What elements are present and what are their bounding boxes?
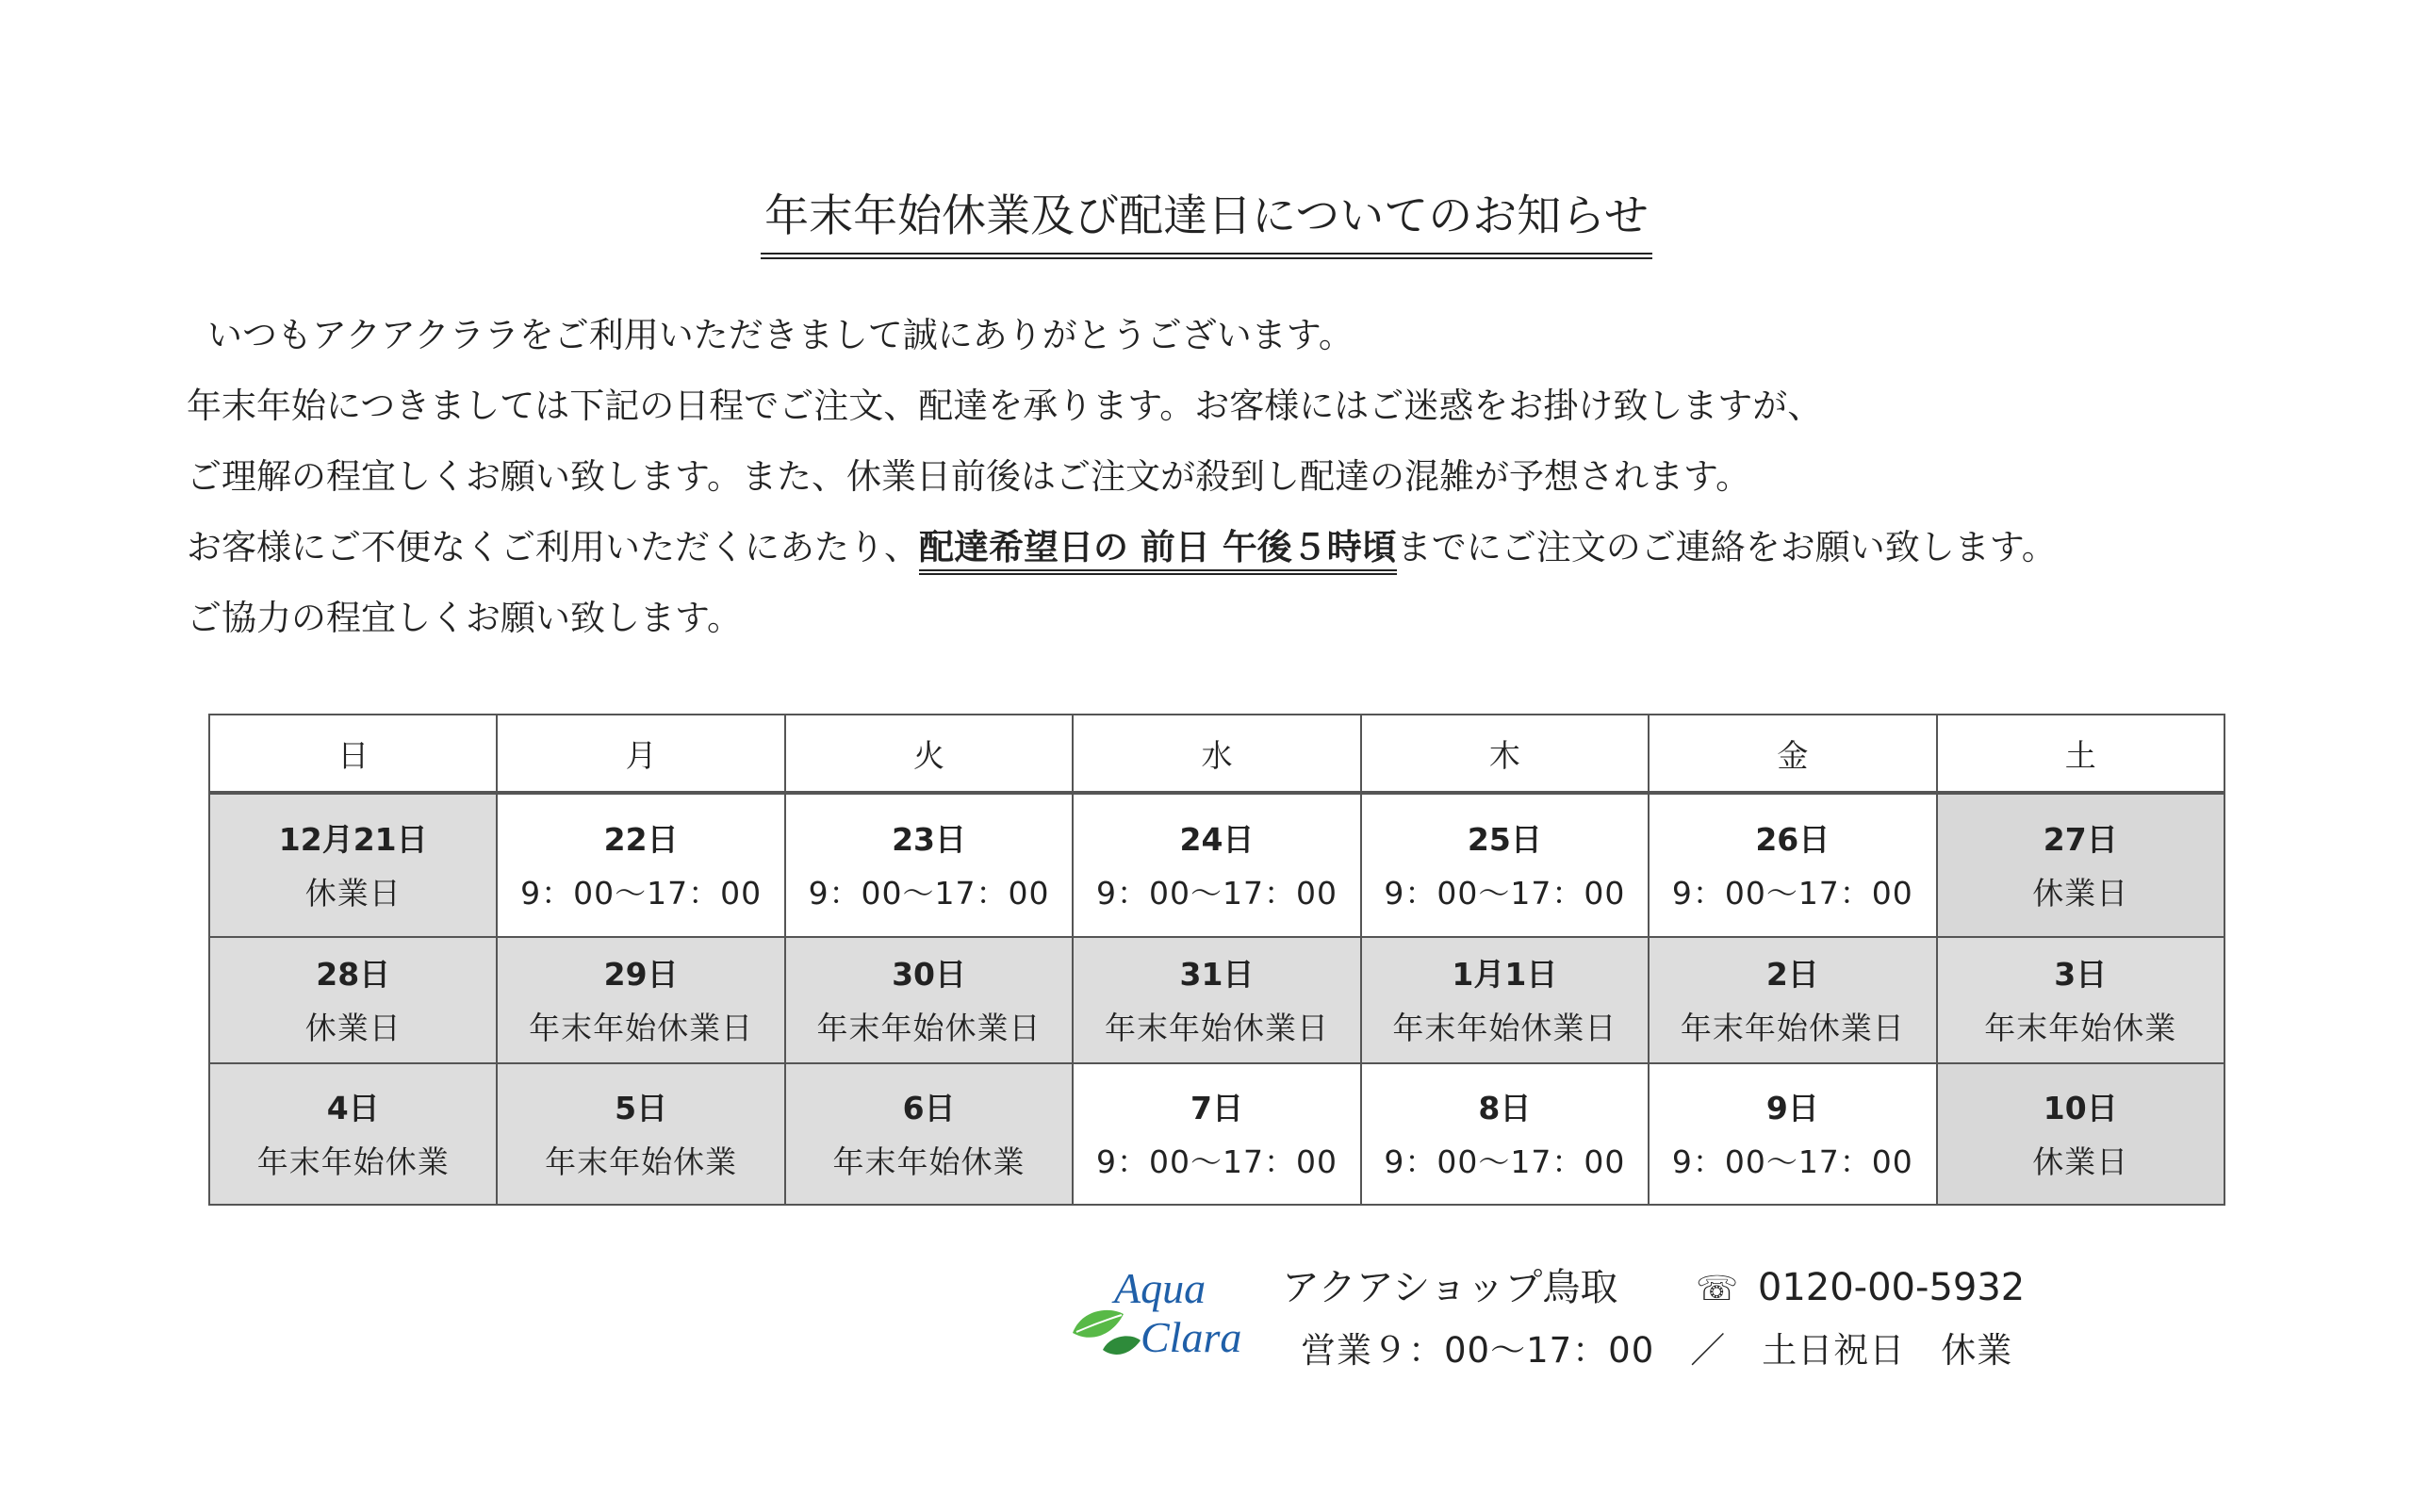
holiday-calendar-table: [208, 714, 2225, 1206]
logo-text-clara: Clara: [1141, 1313, 1242, 1361]
day-date: 3日: [2054, 956, 2108, 993]
day-date: 8日: [1478, 1090, 1532, 1126]
calendar-day-cell: [1937, 1063, 2224, 1205]
day-status: 9：00～17：00: [520, 875, 763, 912]
day-date: 25日: [1467, 821, 1542, 858]
calendar-day-cell: [785, 793, 1073, 937]
weekday-header-row: [209, 715, 2224, 793]
day-status: 9：00～17：00: [1384, 875, 1626, 912]
day-date: 28日: [316, 956, 391, 993]
day-status: 休業日: [2032, 875, 2129, 912]
calendar-day-cell: [1937, 937, 2224, 1063]
logo-text-aqua: Aqua: [1114, 1264, 1206, 1312]
calendar-day-cell: [785, 937, 1073, 1063]
logo-leaf-small: [1103, 1336, 1141, 1355]
day-date: 4日: [326, 1090, 380, 1126]
intro-line-3: ご理解の程宜しくお願い致します。また、休業日前後はご注文が殺到し配達の混雑が予想されます。: [187, 456, 1751, 497]
day-status: 休業日: [304, 875, 402, 912]
day-date: 24日: [1179, 821, 1255, 858]
day-status: 年末年始休業日: [529, 1010, 754, 1046]
calendar-day-cell: [1649, 937, 1936, 1063]
day-date: 10日: [2043, 1090, 2118, 1126]
business-hours: 営業９：00～17：00 ／ 土日祝日 休業: [1301, 1330, 2013, 1371]
phone-number: 0120-00-5932: [1757, 1266, 2026, 1309]
day-date: 1月1日: [1452, 956, 1558, 993]
day-date: 27日: [2043, 821, 2118, 858]
day-date: 23日: [892, 821, 967, 858]
day-date: 2日: [1765, 956, 1819, 993]
calendar-day-cell: [497, 793, 784, 937]
day-status: 9：00～17：00: [1095, 875, 1338, 912]
day-status: 年末年始休業: [832, 1143, 1026, 1180]
calendar-day-cell: [497, 937, 784, 1063]
day-status: 年末年始休業日: [1680, 1010, 1905, 1046]
day-status: 年末年始休業: [1984, 1010, 2177, 1046]
weekday-header: 日: [209, 715, 497, 793]
calendar-week-row: [209, 1063, 2224, 1205]
calendar-day-cell: [209, 793, 497, 937]
day-date: 22日: [603, 821, 679, 858]
phone-icon: ☏: [1696, 1270, 1739, 1308]
day-date: 12月21日: [278, 821, 428, 858]
intro-line-5: ご協力の程宜しくお願い致します。: [187, 598, 743, 638]
shop-contact-line: [1282, 1263, 2025, 1314]
day-status: 年末年始休業: [256, 1143, 450, 1180]
shop-footer: [1065, 1254, 2196, 1376]
calendar-day-cell: [1073, 793, 1360, 937]
intro-line-4-after: までにご注文のご連絡をお願い致します。: [1396, 527, 2057, 567]
calendar-day-cell: [1649, 793, 1936, 937]
day-status: 年末年始休業日: [1392, 1010, 1617, 1046]
weekday-header: 水: [1073, 715, 1360, 793]
day-status: 休業日: [2032, 1143, 2129, 1180]
intro-line-1: いつもアクアクララをご利用いただきまして誠にありがとうございます。: [207, 315, 1354, 355]
notice-title: [0, 189, 2413, 259]
shop-name: アクアショップ鳥取: [1282, 1266, 1618, 1309]
day-status: 年末年始休業: [545, 1143, 738, 1180]
weekday-header: 木: [1361, 715, 1649, 793]
day-status: 年末年始休業日: [1104, 1010, 1329, 1046]
intro-line-4-before: お客様にご不便なくご利用いただくにあたり、: [187, 527, 919, 567]
calendar-week-row: [209, 937, 2224, 1063]
day-date: 5日: [615, 1090, 668, 1126]
aqua-clara-logo: [1065, 1259, 1254, 1372]
day-date: 6日: [902, 1090, 956, 1126]
day-date: 30日: [892, 956, 967, 993]
day-date: 29日: [603, 956, 679, 993]
calendar-day-cell: [1073, 937, 1360, 1063]
calendar-day-cell: [1073, 1063, 1360, 1205]
weekday-header: 月: [497, 715, 784, 793]
intro-paragraph: [187, 300, 2355, 653]
calendar-day-cell: [1361, 937, 1649, 1063]
calendar-day-cell: [1361, 1063, 1649, 1205]
day-status: 9：00～17：00: [808, 875, 1050, 912]
order-deadline-emphasis: 配達希望日の 前日 午後５時頃: [919, 527, 1397, 575]
phone-number-group: [1696, 1266, 2025, 1309]
calendar-day-cell: [1361, 793, 1649, 937]
calendar-day-cell: [209, 937, 497, 1063]
day-status: 休業日: [304, 1010, 402, 1046]
intro-line-2: 年末年始につきましては下記の日程でご注文、配達を承ります。お客様にはご迷惑をお掛け致しますが、: [187, 386, 1823, 426]
calendar-day-cell: [1649, 1063, 1936, 1205]
weekday-header: 金: [1649, 715, 1936, 793]
calendar-day-cell: [1937, 793, 2224, 937]
calendar-day-cell: [785, 1063, 1073, 1205]
day-status: 9：00～17：00: [1671, 875, 1913, 912]
day-date: 9日: [1765, 1090, 1819, 1126]
day-status: 年末年始休業日: [816, 1010, 1042, 1046]
weekday-header: 土: [1937, 715, 2224, 793]
calendar-week-row: [209, 793, 2224, 937]
day-status: 9：00～17：00: [1095, 1143, 1338, 1180]
day-date: 31日: [1179, 956, 1255, 993]
day-date: 26日: [1755, 821, 1830, 858]
intro-line-4: [187, 512, 2355, 583]
day-date: 7日: [1190, 1090, 1243, 1126]
day-status: 9：00～17：00: [1671, 1143, 1913, 1180]
calendar-day-cell: [209, 1063, 497, 1205]
weekday-header: 火: [785, 715, 1073, 793]
notice-title-text: 年末年始休業及び配達日についてのお知らせ: [761, 189, 1652, 259]
calendar-day-cell: [497, 1063, 784, 1205]
day-status: 9：00～17：00: [1384, 1143, 1626, 1180]
